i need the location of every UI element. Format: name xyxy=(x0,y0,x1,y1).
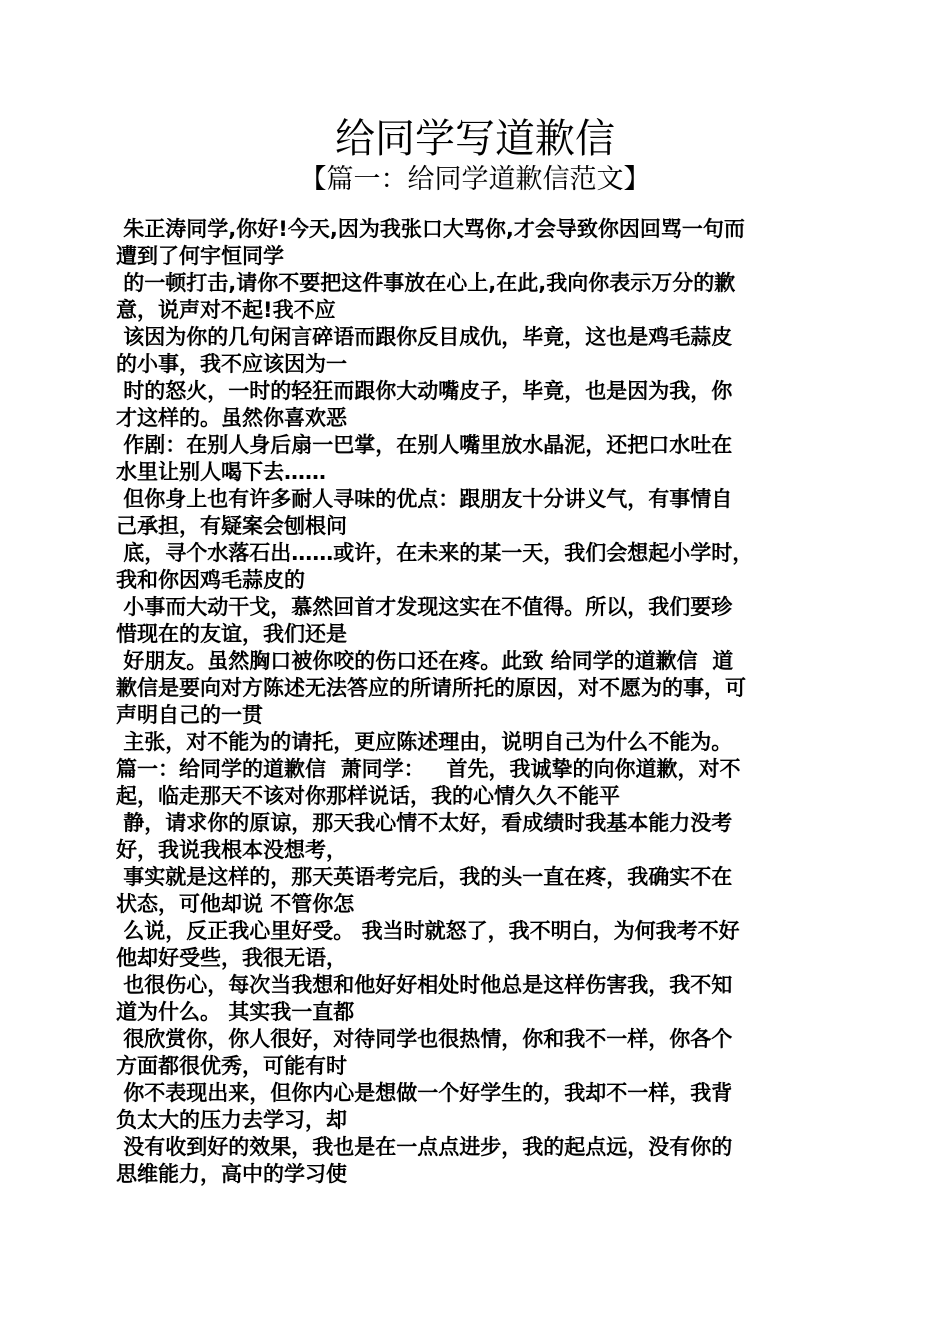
body-text-line: 的一顿打击,请你不要把这件事放在心上,在此,我向你表示万分的歉 xyxy=(116,271,736,295)
body-text-line: 好，我说我根本没想考， xyxy=(116,838,347,862)
body-text-line: 该因为你的几句闲言碎语而跟你反目成仇，毕竟，这也是鸡毛蒜皮 xyxy=(116,325,733,349)
body-text-line: 没有收到好的效果，我也是在一点点进步，我的起点远，没有你的 xyxy=(116,1135,733,1159)
document-title: 给同学写道歉信 xyxy=(335,116,615,162)
body-text-line: 时的怒火，一时的轻狂而跟你大动嘴皮子，毕竟，也是因为我，你 xyxy=(116,379,733,403)
body-text-line: 但你身上也有许多耐人寻味的优点：跟朋友十分讲义气，有事情自 xyxy=(116,487,733,511)
body-text-line: 声明自己的一贯 xyxy=(116,703,263,727)
body-text-line: 底，寻个水落石出……或许，在未来的某一天，我们会想起小学时， xyxy=(116,541,754,565)
body-text-line: 思维能力，高中的学习使 xyxy=(116,1162,347,1186)
body-text-line: 方面都很优秀，可能有时 xyxy=(116,1054,347,1078)
body-text-line: 道为什么。 其实我一直都 xyxy=(116,1000,355,1024)
document-body xyxy=(116,216,836,1188)
body-text-line: 朱正涛同学,你好!今天,因为我张口大骂你,才会导致你因回骂一句而 xyxy=(116,217,745,241)
body-text-line: 的小事，我不应该因为一 xyxy=(116,352,347,376)
body-text-line: 你不表现出来，但你内心是想做一个好学生的，我却不一样，我背 xyxy=(116,1081,733,1105)
body-text-line: 歉信是要向对方陈述无法答应的所请所托的原因，对不愿为的事，可 xyxy=(116,676,746,700)
body-text-line: 事实就是这样的，那天英语考完后，我的头一直在疼，我确实不在 xyxy=(116,865,733,889)
body-text-line: 起，临走那天不该对你那样说话，我的心情久久不能平 xyxy=(116,784,620,808)
body-text-line: 我和你因鸡毛蒜皮的 xyxy=(116,568,305,592)
body-text-line: 己承担，有疑案会刨根问 xyxy=(116,514,347,538)
body-text-line: 小事而大动干戈，慕然回首才发现这实在不值得。所以，我们要珍 xyxy=(116,595,733,619)
body-text-line: 好朋友。虽然胸口被你咬的伤口还在疼。此致 给同学的道歉信 道 xyxy=(116,649,734,673)
body-text-line: 水里让别人喝下去…… xyxy=(116,460,326,484)
body-text-line: 很欣赏你，你人很好，对待同学也很热情，你和我不一样，你各个 xyxy=(116,1027,733,1051)
body-text-line: 么说，反正我心里好受。 我当时就怒了，我不明白，为何我考不好 xyxy=(116,919,740,943)
body-text-line: 也很伤心，每次当我想和他好好相处时他总是这样伤害我，我不知 xyxy=(116,973,733,997)
body-text-line: 意，说声对不起!我不应 xyxy=(116,298,336,322)
body-text-line: 才这样的。虽然你喜欢恶 xyxy=(116,406,347,430)
document-subtitle: 【篇一：给同学道歉信范文】 xyxy=(299,164,651,195)
body-text-line: 主张，对不能为的请托，更应陈述理由，说明自己为什么不能为。 xyxy=(116,730,733,754)
body-text-line: 状态，可他却说 不管你怎 xyxy=(116,892,355,916)
body-text-line: 负太大的压力去学习，却 xyxy=(116,1108,347,1132)
body-text-line: 篇一：给同学的道歉信 萧同学： 首先，我诚挚的向你道歉，对不 xyxy=(116,757,741,781)
body-text-line: 静，请求你的原谅，那天我心情不太好，看成绩时我基本能力没考 xyxy=(116,811,733,835)
body-text-line: 遭到了何宇恒同学 xyxy=(116,244,284,268)
body-text-line: 作剧：在别人身后扇一巴掌，在别人嘴里放水晶泥，还把口水吐在 xyxy=(116,433,733,457)
body-text-line: 他却好受些，我很无语， xyxy=(116,946,347,970)
body-text-line: 惜现在的友谊，我们还是 xyxy=(116,622,347,646)
